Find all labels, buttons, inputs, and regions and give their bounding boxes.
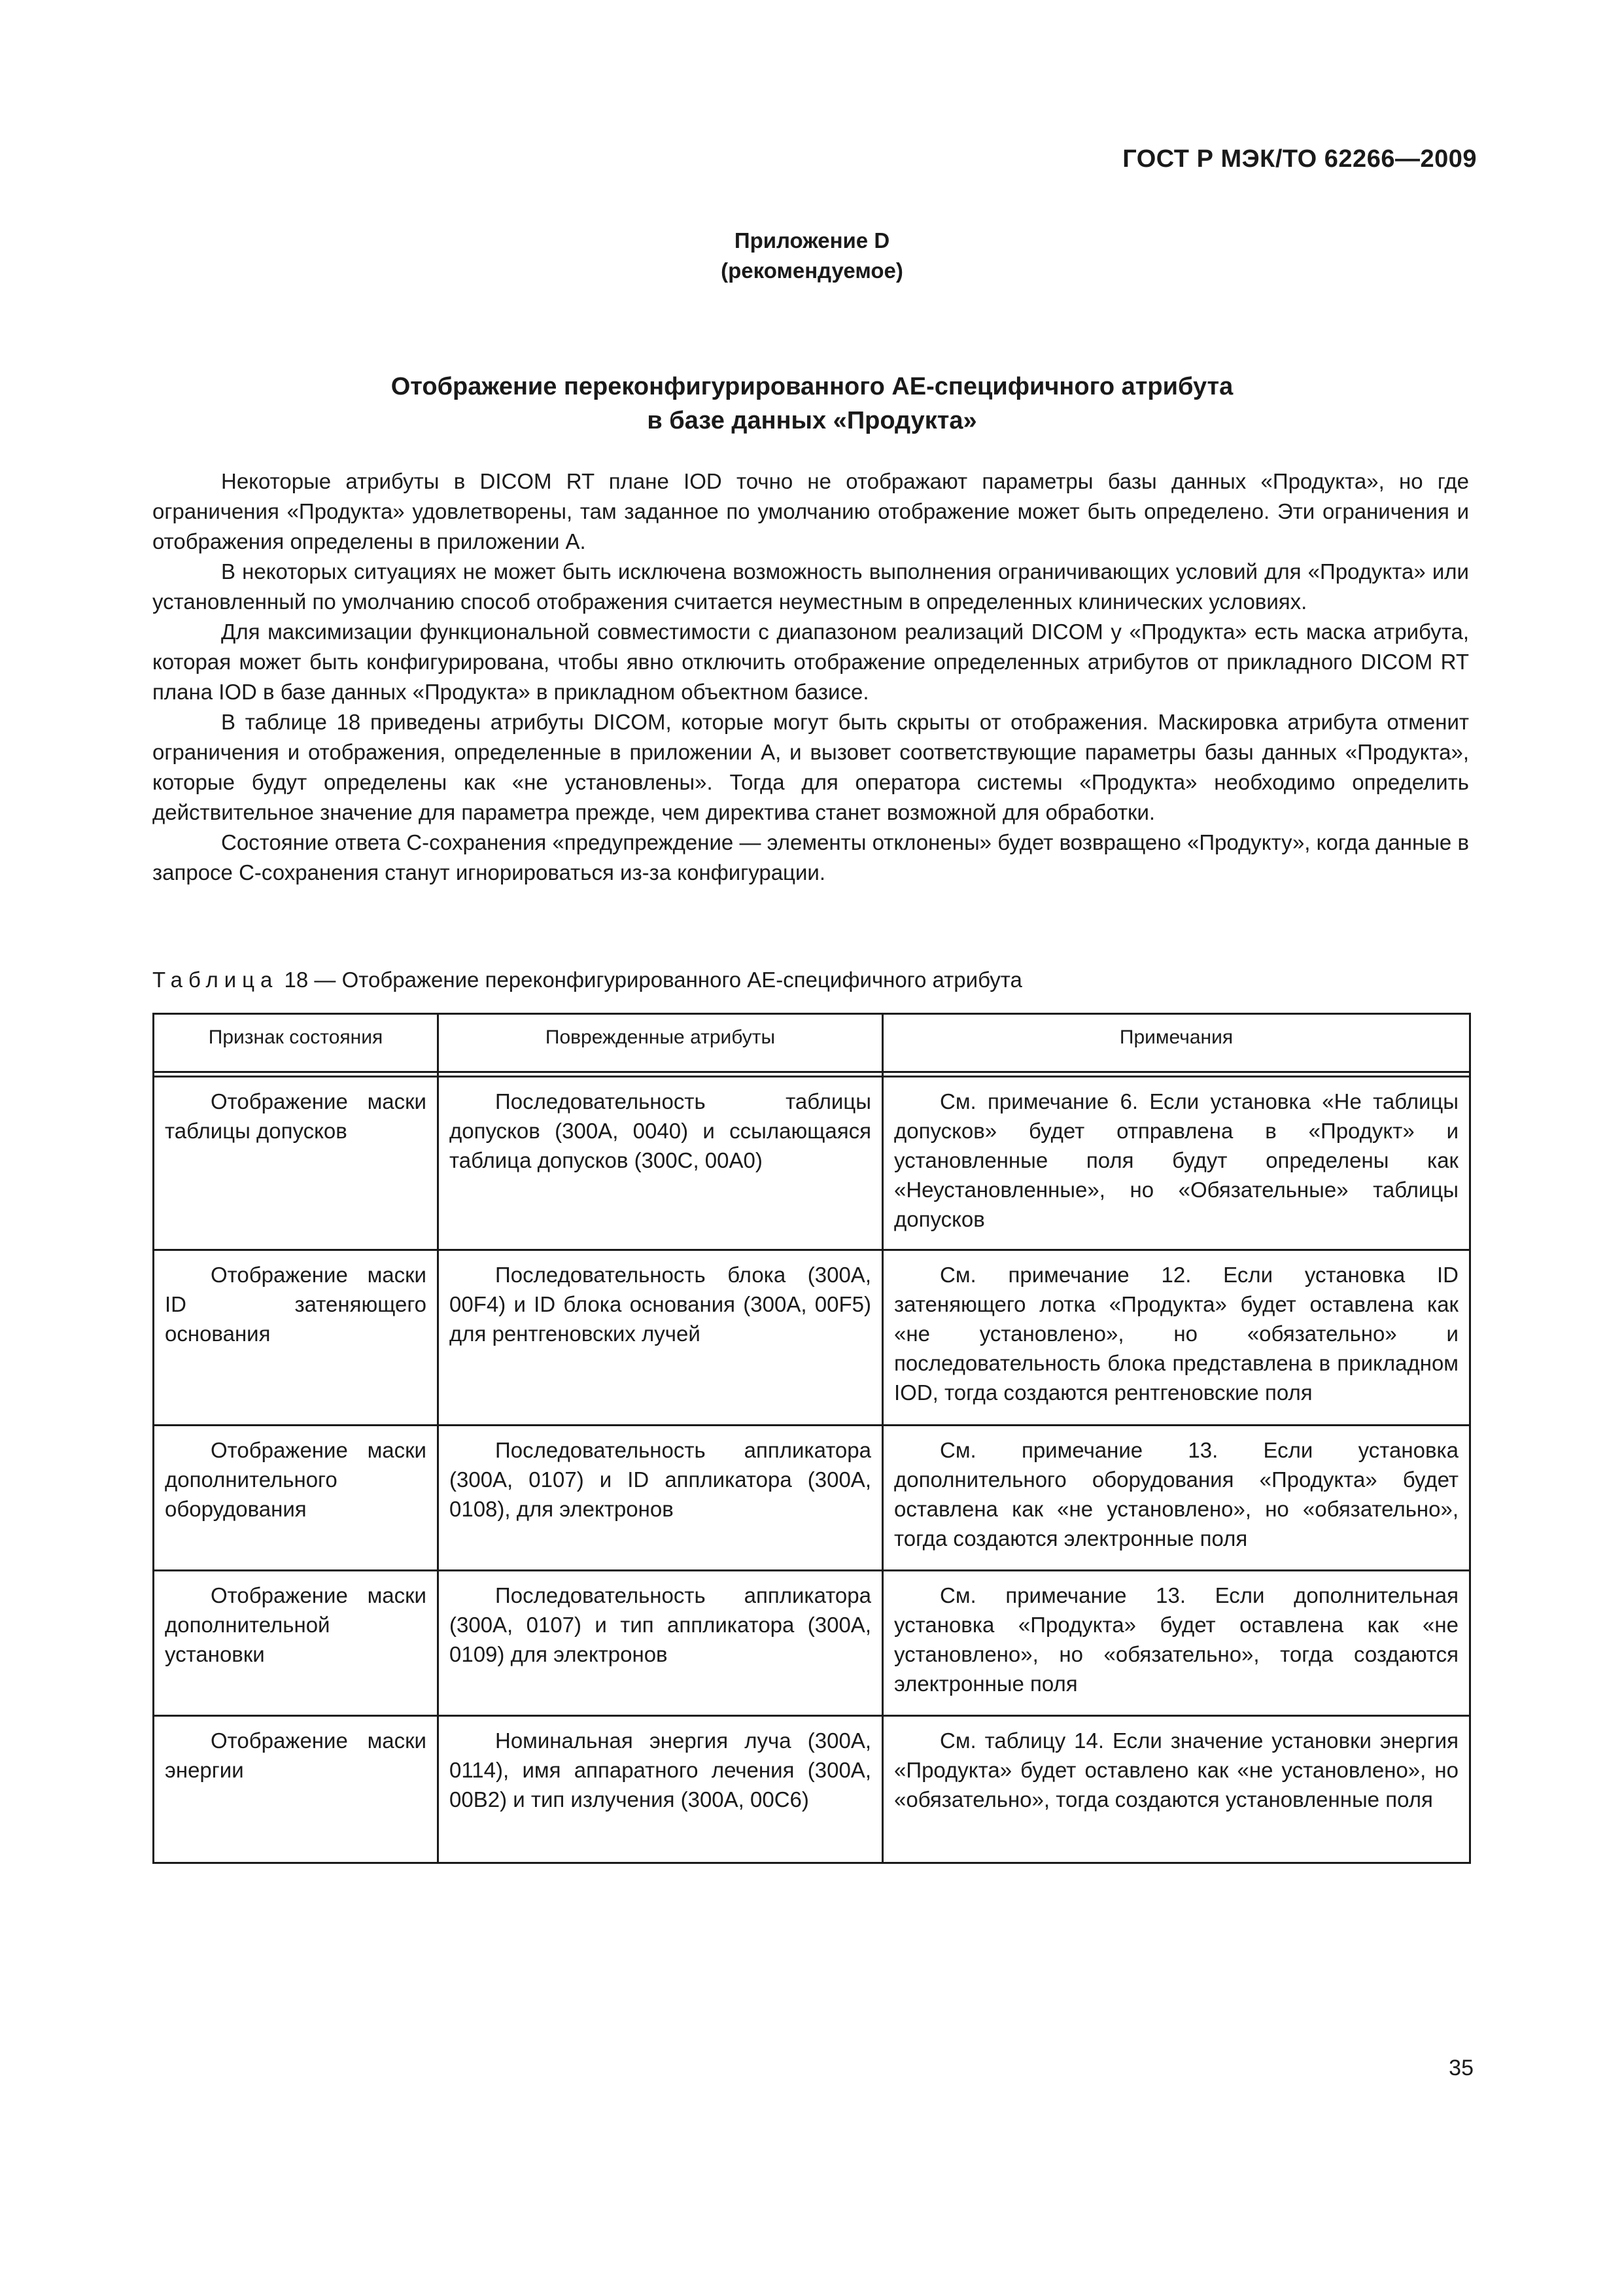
state-cell: Отображение маски ID затеняющего основания <box>154 1250 438 1426</box>
header-separator <box>154 1072 1470 1077</box>
attributes-cell: Последовательность таблицы допусков (300А, 0040) и ссылающаяся таблица допусков (300С, 00А0) <box>438 1077 883 1250</box>
document-code: ГОСТ Р МЭК/ТО 62266—2009 <box>1122 145 1477 173</box>
table-row <box>154 1077 1470 1250</box>
state-cell: Отображение маски таблицы допусков <box>154 1077 438 1250</box>
body-text <box>152 466 1469 888</box>
notes-cell: См. примечание 6. Если установка «Не таблицы допусков» будет отправлена в «Продукт» и установленные поля будут определены как «Неустановленные», но «Обязательные» таблицы допусков <box>883 1077 1470 1250</box>
paragraph: Для максимизации функциональной совместимости с диапазоном реализаций DICOM у «Продукта» есть маска атрибута, которая может быть конфигурирована, чтобы явно отключить отображение определенных атрибутов от прикладного DICOM RT плана IOD в базе данных «Продукта» в прикладном объектном базисе. <box>152 620 1469 704</box>
attribute-mask-table <box>152 1013 1471 1864</box>
column-header-notes: Примечания <box>883 1014 1470 1072</box>
table-row <box>154 1571 1470 1716</box>
appendix-heading <box>0 226 1624 286</box>
appendix-type: (рекомендуемое) <box>721 258 903 283</box>
attributes-cell: Номинальная энергия луча (300А, 0114), имя аппаратного лечения (300А, 00В2) и тип излучения (300А, 00С6) <box>438 1716 883 1863</box>
section-title-line2: в базе данных «Продукта» <box>647 407 977 434</box>
attributes-cell: Последовательность аппликатора (300А, 0107) и тип аппликатора (300А, 0109) для электронов <box>438 1571 883 1716</box>
state-cell: Отображение маски энергии <box>154 1716 438 1863</box>
column-header-attributes: Поврежденные атрибуты <box>438 1014 883 1072</box>
table-row <box>154 1716 1470 1863</box>
attributes-cell: Последовательность аппликатора (300А, 0107) и ID аппликатора (300А, 0108), для электронов <box>438 1426 883 1571</box>
state-cell: Отображение маски дополнительного оборудования <box>154 1426 438 1571</box>
notes-cell: См. примечание 13. Если установка дополнительного оборудования «Продукта» будет оставлена как «не установлено», но «обязательно», тогда создаются электронные поля <box>883 1426 1470 1571</box>
table-caption <box>152 965 1022 995</box>
table-row <box>154 1426 1470 1571</box>
paragraph: Состояние ответа С-сохранения «предупреждение — элементы отклонены» будет возвращено «Продукту», когда данные в запросе С-сохранения станут игнорироваться из-за конфигурации. <box>152 830 1469 885</box>
paragraph: Некоторые атрибуты в DICOM RT плане IOD точно не отображают параметры базы данных «Продукта», но где ограничения «Продукта» удовлетворены, там заданное по умолчанию отображение может быть определено. Эти ограничения и отображения определены в приложении А. <box>152 469 1469 553</box>
notes-cell: См. таблицу 14. Если значение установки энергия «Продукта» будет оставлено как «не установлено», но «обязательно», тогда создаются установленные поля <box>883 1716 1470 1863</box>
state-cell: Отображение маски дополнительной установки <box>154 1571 438 1716</box>
notes-cell: См. примечание 12. Если установка ID затеняющего лотка «Продукта» будет оставлена как «не установлено», но «обязательно» и последовательность блока представлена в прикладном IOD, тогда создаются рентгеновские поля <box>883 1250 1470 1426</box>
table-row <box>154 1250 1470 1426</box>
attributes-cell: Последовательность блока (300А, 00F4) и ID блока основания (300А, 00F5) для рентгеновских лучей <box>438 1250 883 1426</box>
notes-cell: См. примечание 13. Если дополнительная установка «Продукта» будет оставлена как «не установлено», но «обязательно», тогда создаются электронные поля <box>883 1571 1470 1716</box>
appendix-label: Приложение D <box>734 228 890 253</box>
paragraph: В таблице 18 приведены атрибуты DICOM, которые могут быть скрыты от отображения. Маскировка атрибута отменит ограничения и отображения, определенные в приложении А, и вызовет соответствующие параметры базы данных «Продукта», которые будут определены как «не установлены». Тогда для оператора системы «Продукта» необходимо определить действительное значение для параметра прежде, чем директива станет возможной для обработки. <box>152 710 1469 824</box>
paragraph: В некоторых ситуациях не может быть исключена возможность выполнения ограничивающих условий для «Продукта» или установленный по умолчанию способ отображения считается неуместным в определенных клинических условиях. <box>152 559 1469 614</box>
column-header-state: Признак состояния <box>154 1014 438 1072</box>
table-header-row <box>154 1014 1470 1072</box>
section-title <box>0 370 1624 438</box>
page-number: 35 <box>1449 2056 1474 2080</box>
table-caption-label: Таблица <box>152 968 279 992</box>
section-title-line1: Отображение переконфигурированного AE-специфичного атрибута <box>390 373 1234 400</box>
table-caption-text: 18 — Отображение переконфигурированного AE-специфичного атрибута <box>278 968 1022 992</box>
